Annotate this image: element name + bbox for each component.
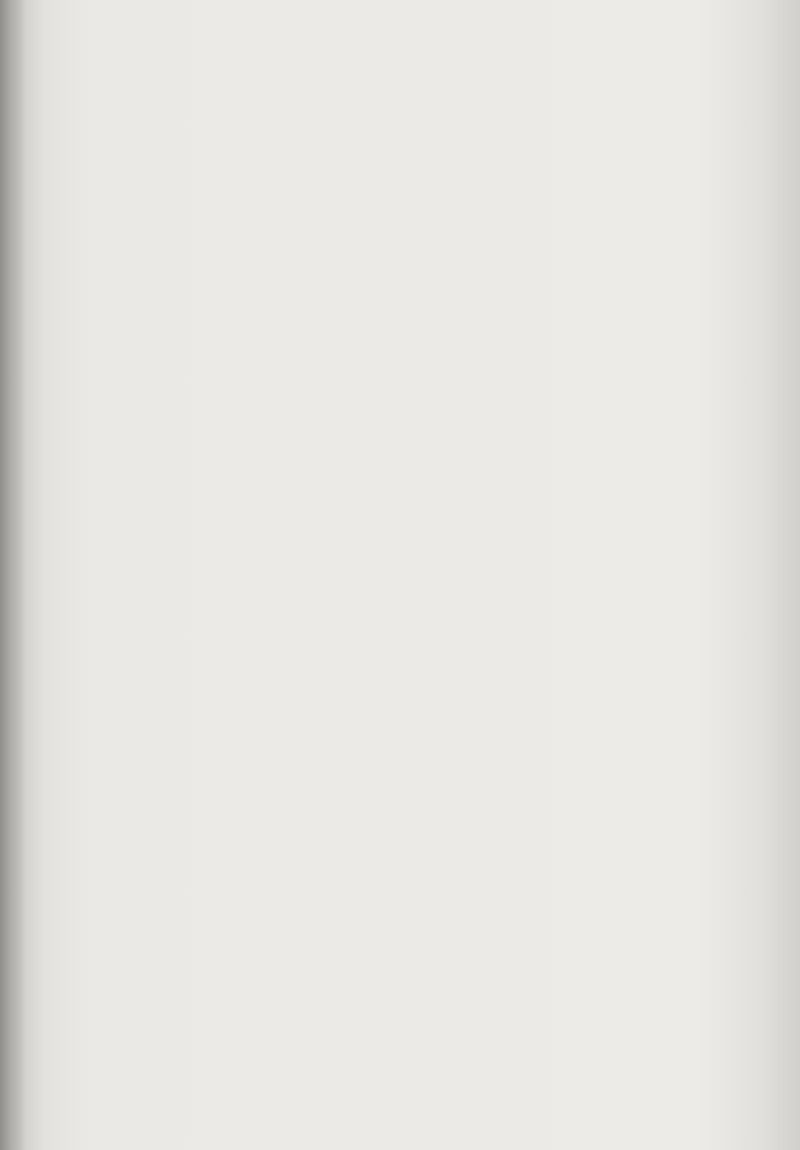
speech-section-title xyxy=(81,114,733,138)
toc-appendix-section xyxy=(81,84,733,108)
book-spine-shadow xyxy=(0,0,26,1150)
table-of-contents xyxy=(81,66,733,138)
appendix-title xyxy=(81,84,733,108)
